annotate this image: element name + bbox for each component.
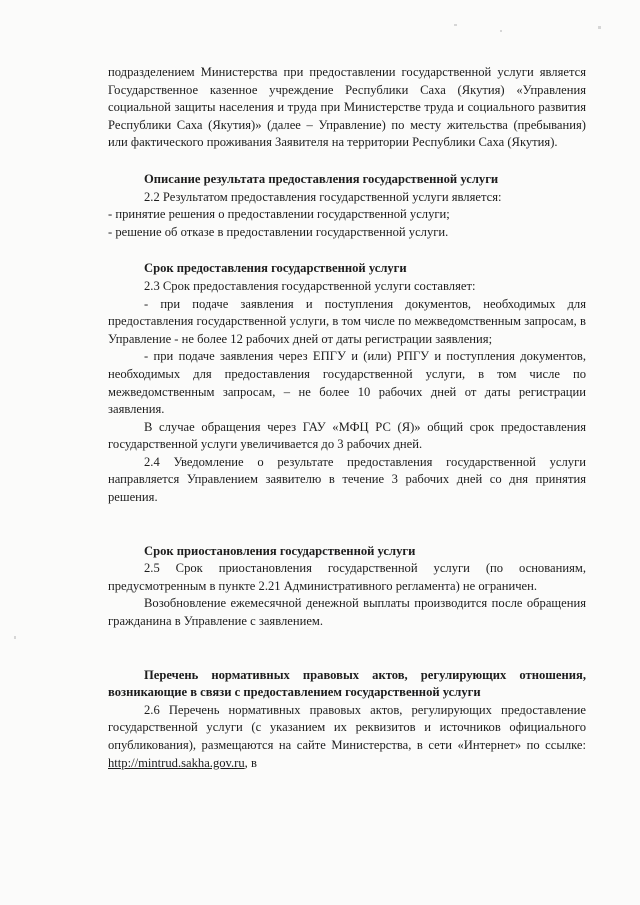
- suspension-section: [108, 543, 586, 631]
- intro-paragraph: подразделением Министерства при предоставлении государственной услуги является Государственное казенное учреждение Республики Саха (Якутия) «Управления социальной защиты населения и труда при Министерстве труда и социального развития Республики Саха (Якутия)» (далее – Управление) по месту жительства (пребывания) или фактического проживания Заявителя на территории Республики Саха (Якутия).: [108, 65, 586, 150]
- paragraph: 2.3 Срок предоставления государственной услуги составляет:: [144, 278, 476, 293]
- section-heading: Срок приостановления государственной услуги: [144, 543, 416, 558]
- scan-artifact: [14, 636, 16, 639]
- paragraph: - при подаче заявления через ЕПГУ и (или) РПГУ и поступления документов, необходимых для предоставления государственной услуги, в том числе по межведомственным запросам, – не более 10 рабочих дней от даты регистрации заявления.: [108, 349, 586, 417]
- scan-artifact: [500, 30, 502, 32]
- list-item: - принятие решения о предоставлении государственной услуги;: [108, 207, 450, 222]
- paragraph-text: 2.6 Перечень нормативных правовых актов, регулирующих предоставление государственной услуги (с указанием их реквизитов и источников официального опубликования), размещаются на сайте Министерства, в сети «Интернет» по ссылке:: [108, 702, 586, 752]
- paragraph: [108, 702, 586, 772]
- section-heading: Срок предоставления государственной услуги: [144, 261, 407, 276]
- scan-artifact: [454, 24, 457, 26]
- paragraph: 2.4 Уведомление о результате предоставления государственной услуги направляется Управлением заявителю в течение 3 рабочих дней со дня принятия решения.: [108, 454, 586, 505]
- section-heading: Перечень нормативных правовых актов, регулирующих отношения, возникающие в связи с предоставлением государственной услуги: [108, 667, 586, 700]
- list-item: - решение об отказе в предоставлении государственной услуги.: [108, 224, 449, 239]
- section-heading: Описание результата предоставления государственной услуги: [144, 171, 499, 186]
- ministry-link[interactable]: http://mintrud.sakha.gov.ru: [108, 755, 245, 770]
- paragraph: 2.5 Срок приостановления государственной услуги (по основаниям, предусмотренным в пункте 2.21 Административного регламента) не ограничен.: [108, 561, 586, 593]
- paragraph: 2.2 Результатом предоставления государственной услуги является:: [144, 189, 502, 204]
- paragraph-tail: , в: [244, 755, 257, 770]
- paragraph: В случае обращения через ГАУ «МФЦ РС (Я)» общий срок предоставления государственной услуги увеличивается до 3 рабочих дней.: [108, 419, 586, 452]
- scan-artifact: [598, 26, 601, 29]
- acts-section: [108, 667, 586, 773]
- result-section: [108, 171, 586, 241]
- document-page: [108, 64, 586, 772]
- term-section: [108, 260, 586, 506]
- paragraph: - при подаче заявления и поступления документов, необходимых для предоставления государственной услуги, в том числе по межведомственным запросам, в Управление - не более 12 рабочих дней от даты регистрации заявления;: [108, 296, 586, 346]
- paragraph: Возобновление ежемесячной денежной выплаты производится после обращения гражданина в Управление с заявлением.: [108, 596, 586, 629]
